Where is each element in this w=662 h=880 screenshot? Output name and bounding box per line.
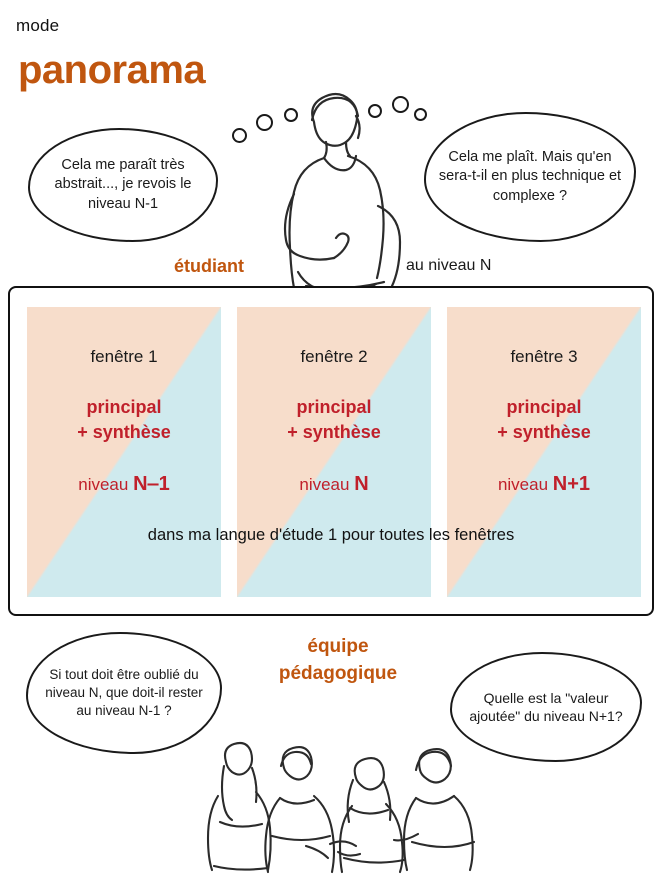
window-2-title: fenêtre 2 (300, 347, 368, 366)
window-2-level-prefix: niveau (299, 475, 355, 494)
window-2-level (237, 473, 431, 496)
window-2-level-value: N (354, 473, 369, 495)
team-role-label (258, 634, 418, 687)
window-3-level (447, 473, 641, 496)
window-3-level-value: N+1 (552, 473, 591, 495)
page-title: panorama (18, 48, 206, 92)
panel-footnote: dans ma langue d'étude 1 pour toutes les fenêtres (147, 526, 515, 544)
window-3-title: fenêtre 3 (510, 347, 578, 366)
window-2-main-line1: principal (296, 397, 372, 417)
thought-dot-2 (256, 114, 273, 131)
student-thought-bubble-left (28, 128, 218, 242)
window-1-level-value: N‒1 (133, 473, 170, 495)
window-2[interactable] (236, 306, 432, 598)
team-thought-right-text: Quelle est la "valeur ajoutée" du niveau N+1? (469, 689, 623, 724)
team-thought-bubble-right (450, 652, 642, 762)
windows-panel (8, 286, 654, 616)
thought-dot-1 (232, 128, 247, 143)
window-1-main-line1: principal (86, 397, 162, 417)
student-thought-left-text: Cela me paraît très abstrait..., je revois le niveau N-1 (54, 157, 192, 212)
window-3-main (447, 395, 641, 445)
window-3-level-prefix: niveau (497, 475, 553, 494)
window-3[interactable] (446, 306, 642, 598)
window-1-level (27, 473, 221, 496)
window-1-level-prefix: niveau (78, 475, 134, 494)
thought-dot-3 (284, 108, 298, 122)
window-1[interactable] (26, 306, 222, 598)
team-role-label-line2: pédagogique (278, 662, 398, 684)
thought-dot-4 (368, 104, 382, 118)
mode-label: mode (16, 16, 60, 35)
team-figure (168, 726, 498, 874)
window-1-title: fenêtre 1 (90, 347, 158, 366)
thought-dot-5 (392, 96, 409, 113)
student-thought-right-text: Cela me plaît. Mais qu'en sera-t-il en plus technique et complexe ? (438, 149, 622, 204)
team-role-label-line1: équipe (307, 636, 369, 657)
student-thought-bubble-right (424, 112, 636, 242)
window-3-main-line2: + synthèse (497, 421, 591, 442)
window-3-main-line1: principal (506, 397, 582, 417)
window-2-main-line2: + synthèse (287, 421, 381, 442)
student-level-label: au niveau N (406, 257, 492, 274)
team-thought-bubble-left (26, 632, 222, 754)
window-2-main (237, 395, 431, 445)
window-1-main (27, 395, 221, 445)
window-1-main-line2: + synthèse (77, 421, 171, 442)
team-thought-left-text: Si tout doit être oublié du niveau N, que doit-il rester au niveau N-1 ? (45, 667, 203, 718)
thought-dot-6 (414, 108, 427, 121)
student-role-label: étudiant (174, 256, 244, 276)
